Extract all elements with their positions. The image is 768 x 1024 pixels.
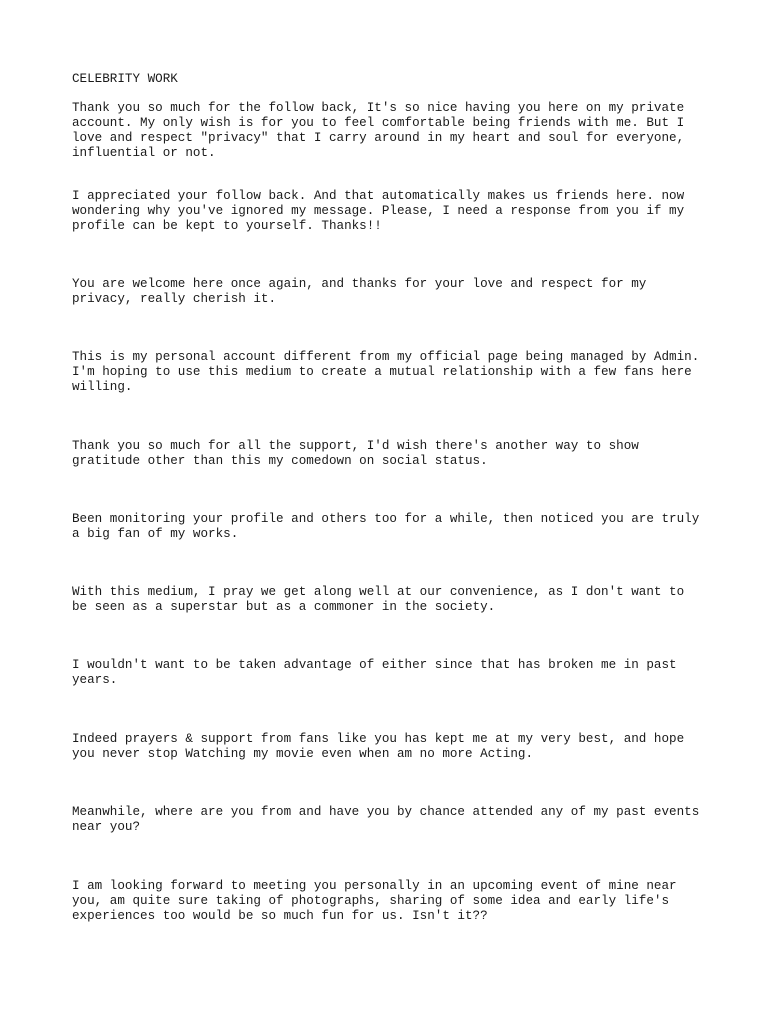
paragraph-5: Thank you so much for all the support, I'd wish there's another way to show gratitude other than this my comedown on social status. [72,439,639,468]
paragraph-10: Meanwhile, where are you from and have you by chance attended any of my past events near you? [72,805,700,834]
paragraph-8: I wouldn't want to be taken advantage of either since that has broken me in past years. [72,658,677,687]
paragraph-9: Indeed prayers & support from fans like you has kept me at my very best, and hope you never stop Watching my movie even when am no more Acting. [72,732,685,761]
document-title: CELEBRITY WORK [72,72,178,86]
paragraph-2: I appreciated your follow back. And that automatically makes us friends here. now wondering why you've ignored my message. Please, I need a response from you if my profile can be kept to yourself. Thanks!! [72,189,685,233]
paragraph-4: This is my personal account different from my official page being managed by Admin. I'm hoping to use this medium to create a mutual relationship with a few fans here willing. [72,350,700,394]
paragraph-7: With this medium, I pray we get along well at our convenience, as I don't want to be seen as a superstar but as a commoner in the society. [72,585,685,614]
paragraph-11: I am looking forward to meeting you personally in an upcoming event of mine near you, am quite sure taking of photographs, sharing of some idea and early life's experiences too would be so much fun for us. Isn't it?? [72,879,677,923]
paragraph-1: Thank you so much for the follow back, It's so nice having you here on my private account. My only wish is for you to feel comfortable being friends with me. But I love and respect "privacy" that I carry around in my heart and soul for everyone, influential or not. [72,101,685,160]
paragraph-3: You are welcome here once again, and thanks for your love and respect for my privacy, really cherish it. [72,277,647,306]
paragraph-6: Been monitoring your profile and others too for a while, then noticed you are truly a big fan of my works. [72,512,700,541]
